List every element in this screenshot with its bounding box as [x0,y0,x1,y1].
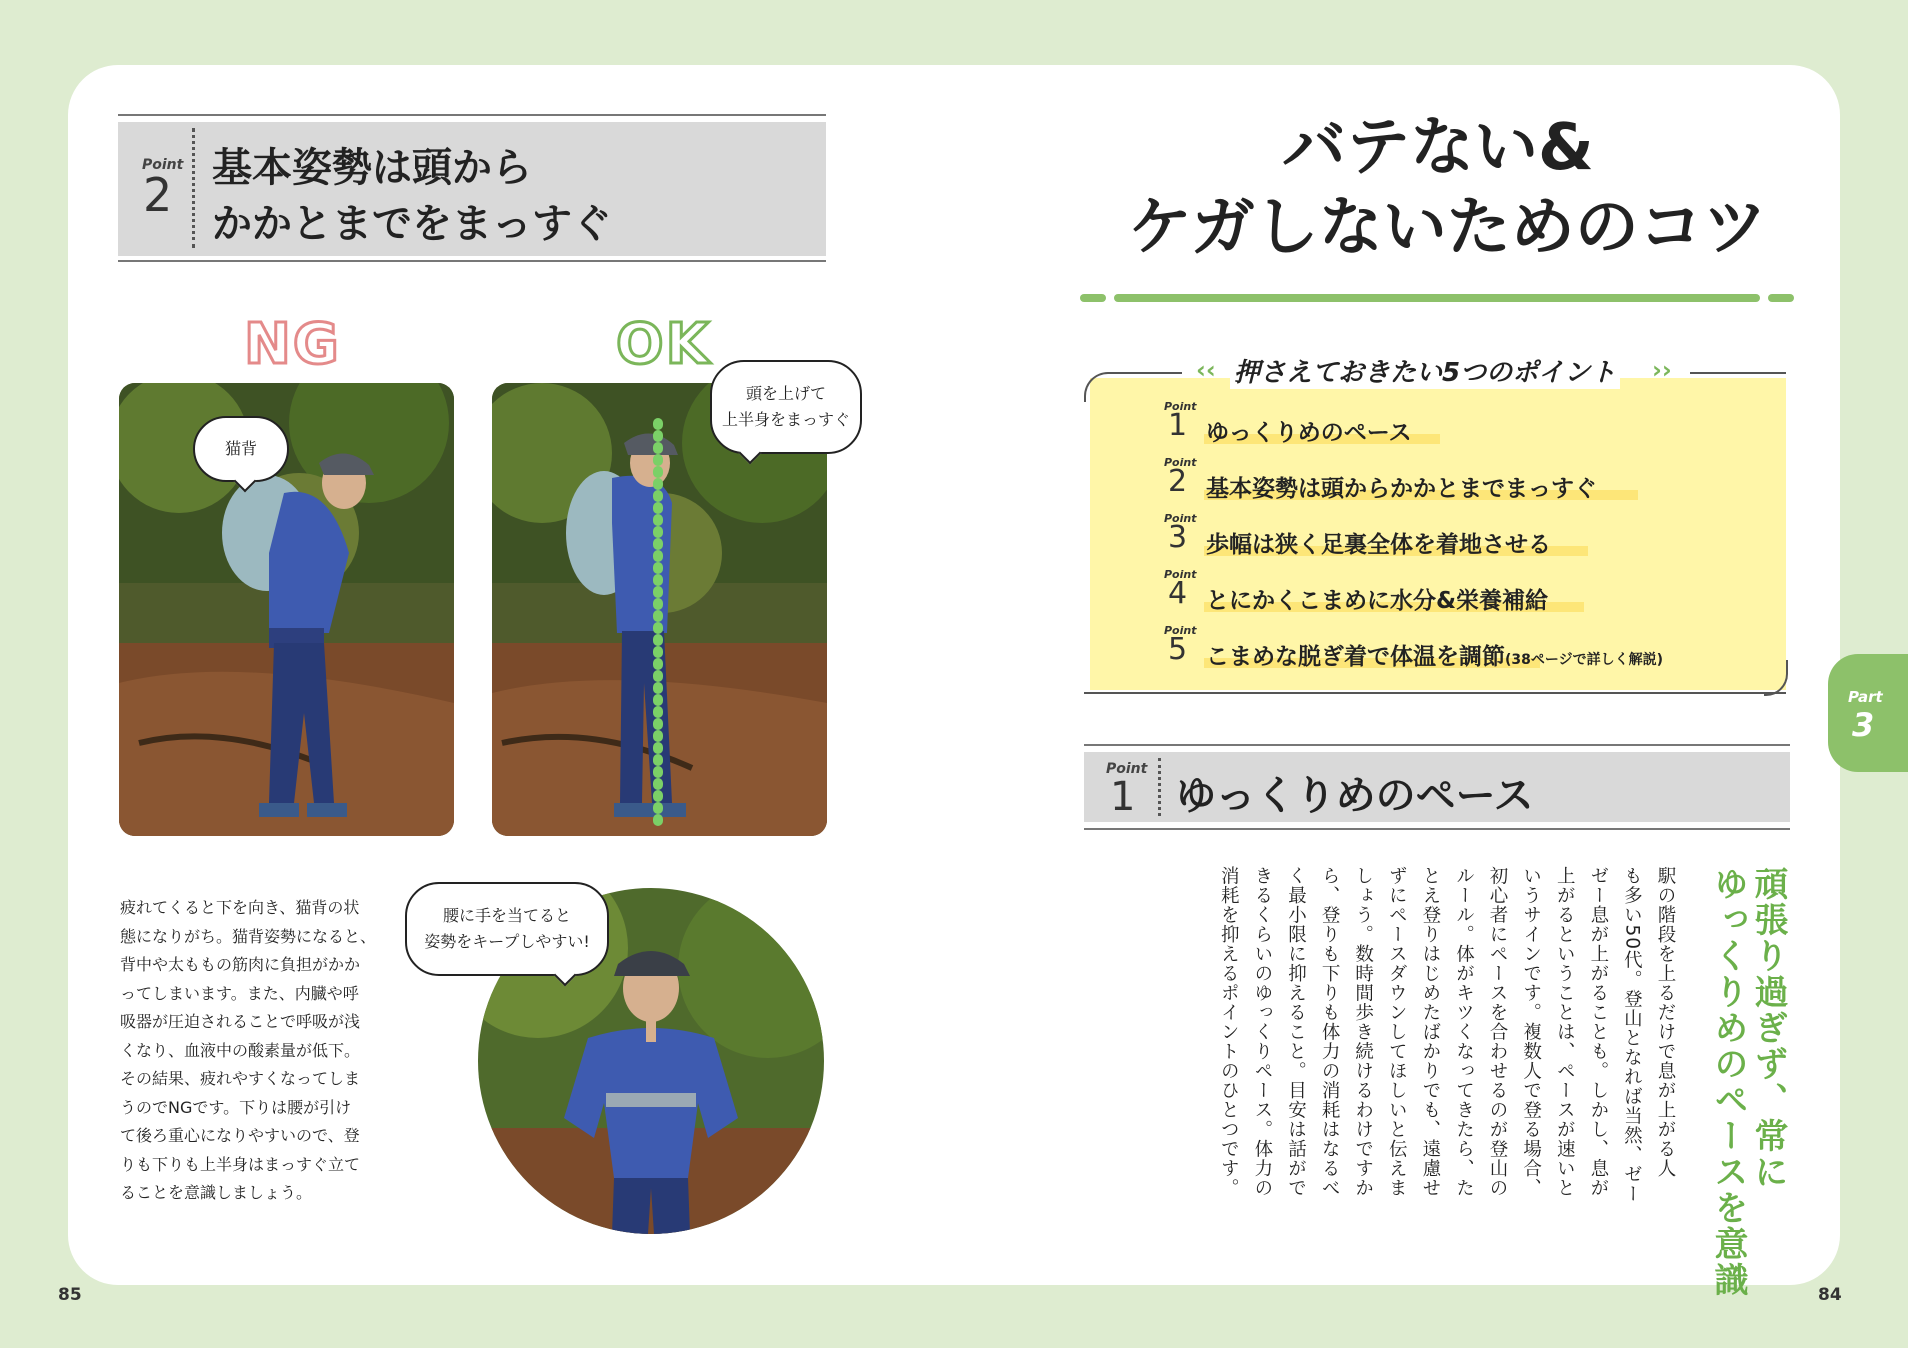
point2-heading-line2: かかとまでをまっすぐ [212,201,612,247]
main-title-line2: ケガしないためのコツ [1128,191,1767,265]
point-tag: Point [1164,456,1197,469]
body-column: きるくらいのゆっくりペース。体力の [1251,866,1273,1198]
point2-divider [192,128,195,248]
five-points-title: 押さえておきたい5つのポイント [1230,352,1620,389]
point2-number: 2 [143,168,173,222]
point-number: 2 [1168,464,1188,499]
body-line: りも下りも上半身はまっすぐ立て [120,1154,361,1174]
sparkle-right-icon: ›› [1652,356,1672,384]
sparkle-left-icon: ‹‹ [1196,356,1216,384]
page-number-right: 84 [1818,1285,1842,1305]
body-column: いうサインです。複数人で登る場合、 [1520,866,1542,1198]
point1-divider [1158,758,1161,816]
point-number: 1 [1168,408,1188,443]
body-column: しょう。数時間歩き続けるわけですか [1352,866,1374,1198]
page-number-left: 85 [58,1285,82,1305]
body-line: て後ろ重心になりやすいので、登 [120,1126,360,1145]
body-column: ら、登りも下りも体力の消耗はなるべ [1319,866,1341,1198]
ng-speech-bubble [193,416,289,482]
body-column: 初心者にペースを合わせるのが登山の [1487,866,1509,1198]
green-heading-col1 [1708,866,1788,1298]
title-underline-left-dot [1080,294,1106,302]
pace-body-text [1210,866,1682,1246]
point-text: ゆっくりめのペース [1206,420,1412,446]
point-number: 3 [1168,520,1188,555]
part-tab-number: 3 [1852,706,1875,744]
point-tag: Point [1164,512,1197,525]
body-column: 消耗を抑えるポイントのひとつです。 [1218,866,1240,1198]
point2-top-rule [118,114,826,116]
body-line: 態になりがち。猫背姿勢になると、 [120,926,377,946]
ok-bubble-line2: 上半身をまっすぐ [721,410,850,429]
body-line: その結果、疲れやすくなってしま [120,1069,361,1088]
point1-tag: Point [1106,761,1148,777]
point1-heading: ゆっくりめのペース [1176,773,1534,819]
point1-bottom-rule [1084,828,1790,830]
five-points-box-top-left-rule [1108,372,1182,374]
point-tag: Point [1164,624,1197,637]
point-text-note: (38ページで詳しく解説) [1505,652,1663,668]
ok-speech-bubble [710,360,862,454]
point1-number: 1 [1110,774,1136,820]
point-number: 4 [1168,576,1188,611]
point-text [1206,638,1663,671]
ok-label: OK [616,312,711,377]
ng-bubble-text: 猫背 [224,439,257,458]
body-line: 背中や太ももの筋肉に負担がかか [120,955,361,974]
body-line: くなり、血液中の酸素量が低下。 [120,1040,361,1060]
point2-tag: Point [142,157,184,173]
part-tab-label: Part [1848,688,1883,706]
point-text-main: こまめな脱ぎ着で体温を調節 [1206,644,1505,670]
point-tag: Point [1164,400,1197,413]
ok-bubble-line1: 頭を上げて [745,384,826,403]
point2-bottom-rule [118,260,826,262]
point-number: 5 [1168,632,1188,667]
hands-on-hips-bubble [405,882,609,976]
body-column: 上がるということは、ペースが速いと [1554,866,1576,1198]
point-text: 歩幅は狭く足裏全体を着地させる [1206,532,1551,558]
green-heading-col1-text: 頑張り過ぎず、常に [1748,866,1788,1190]
point-text: とにかくこまめに水分&栄養補給 [1206,588,1549,614]
body-line: 疲れてくると下を向き、猫背の状 [120,898,360,917]
point2-heading-line1: 基本姿勢は頭から [212,145,532,191]
point1-top-rule [1084,744,1790,746]
body-line: 吸器が圧迫されることで呼吸が浅 [120,1012,361,1031]
point-tag: Point [1164,568,1197,581]
body-column: く最小限に抑えること。目安は話がで [1285,866,1307,1198]
body-column: 駅の階段を上るだけで息が上がる人 [1655,866,1676,1178]
green-heading-col2-text: ゆっくりめのペースを意識 [1708,866,1748,1298]
title-underline-right-dot [1768,294,1794,302]
bottom-bubble-line1: 腰に手を当てると [442,906,571,925]
ng-label: NG [244,312,341,377]
body-column: ルール。体がキツくなってきたら、た [1453,866,1475,1198]
body-line: ってしまいます。また、内臓や呼 [120,983,359,1003]
body-line: うのでNGです。下りは腰が引け [120,1097,352,1117]
point-text: 基本姿勢は頭からかかとまでまっすぐ [1206,476,1597,502]
posture-body-text [120,894,400,1208]
five-points-box-bottom-rule [1084,692,1786,694]
part-tab[interactable] [1828,654,1908,772]
body-column: とえ登りはじめたばかりでも、遠慮せ [1419,866,1441,1198]
body-column: ゼー息が上がることも。しかし、息が [1587,866,1609,1198]
body-column: も多い50代。登山となれば当然、ゼー [1621,866,1643,1204]
bottom-bubble-line2: 姿勢をキープしやすい! [424,932,590,951]
body-line: ることを意識しましょう。 [120,1183,313,1202]
five-points-box-top-right-rule [1690,372,1786,374]
main-title-line1: バテない& [1282,111,1594,185]
title-underline [1114,294,1760,302]
body-column: ずにペースダウンしてほしいと伝えま [1386,866,1408,1198]
